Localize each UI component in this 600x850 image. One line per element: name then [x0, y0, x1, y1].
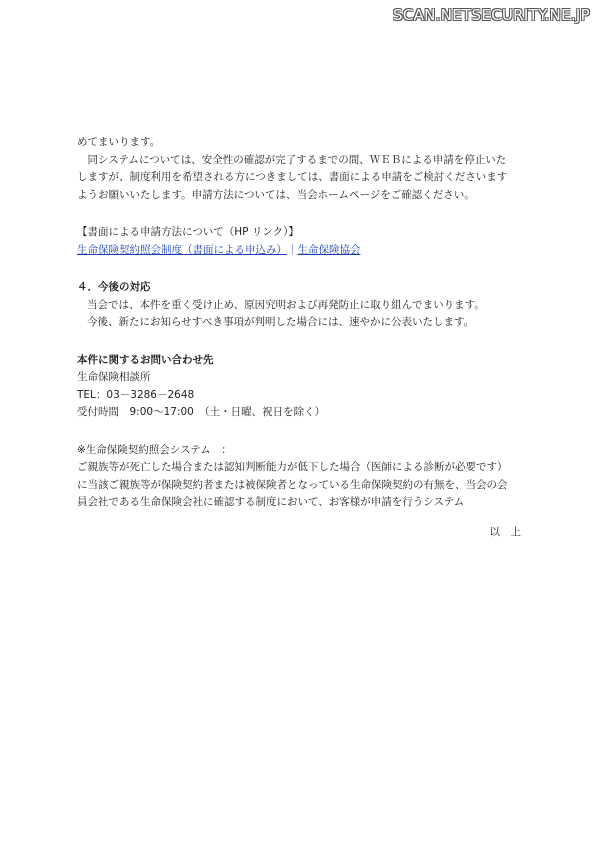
note-line-3: 員会社である生命保険会社に確認する制度において、お客様が申請を行うシステム — [77, 496, 465, 508]
link-separator: ｜ — [287, 243, 298, 256]
watermark-text: SCAN.NETSECURITY.NE.JP — [393, 6, 590, 24]
intro-continuation: めてまいります。 — [77, 136, 161, 148]
contact-heading: 本件に関するお問い合わせ先 — [77, 353, 214, 366]
contact-hours: 受付時間 9:00～17:00 （土・日曜、祝日を除く） — [77, 406, 326, 418]
section4-heading: ４．今後の対応 — [77, 281, 151, 293]
links-line — [77, 242, 537, 260]
links-section-title: 【書面による申請方法について（HP リンク）】 — [77, 226, 299, 238]
section4-line-2: 今後、新たにお知らせすべき事項が判明した場合には、速やかに公表いたします。 — [87, 316, 475, 328]
link-life-insurance-association[interactable]: 生命保険協会 — [297, 243, 361, 256]
intro-line-3: ようお願いいたします。申請方法については、当会ホームページをご確認ください。 — [77, 188, 475, 201]
contact-org: 生命保険相談所 — [77, 371, 151, 383]
section4-line-1: 当会では、本件を重く受け止め、原因究明および再発防止に取り組んでまいります。 — [87, 298, 485, 311]
note-title: ※生命保険契約照会システム ： — [77, 443, 232, 456]
intro-line-1: 同システムについては、安全性の確認が完了するまでの間、ＷＥＢによる申請を停止いた — [77, 153, 507, 166]
note-line-2: に当該ご親族等が保険契約者または被保険者となっている生命保険契約の有無を、当会の会 — [77, 478, 508, 491]
intro-line-2: しますが、制度利用を希望される方につきましては、書面による申請をご検討くださいます — [77, 171, 508, 183]
closing-mark: 以 上 — [489, 525, 521, 538]
contact-tel: TEL：03－3286－2648 — [77, 388, 195, 401]
note-line-1: ご親族等が死亡した場合または認知判断能力が低下した場合（医師による診断が必要です） — [77, 461, 508, 473]
link-written-application[interactable]: 生命保険契約照会制度（書面による申込み） — [77, 243, 287, 256]
document-body — [77, 134, 537, 541]
